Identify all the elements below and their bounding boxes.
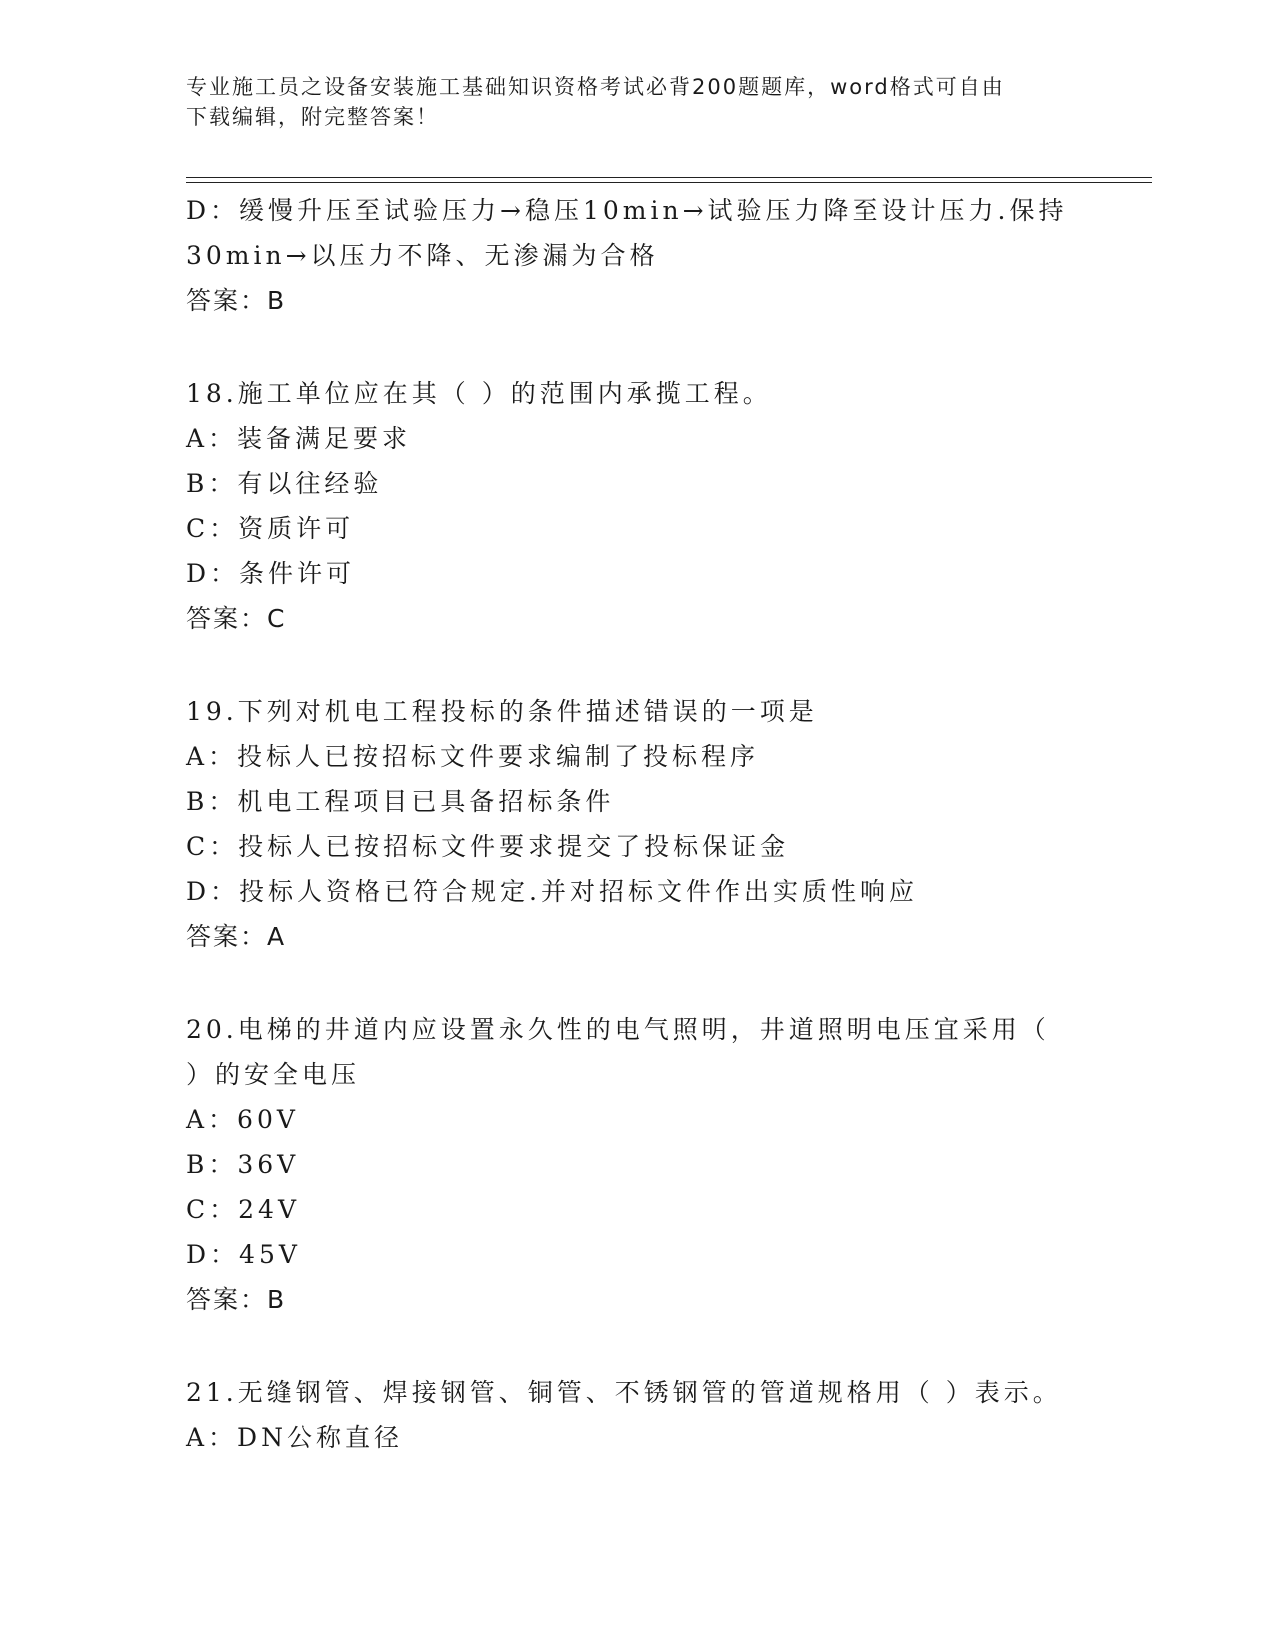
header-divider-bottom (186, 182, 1152, 183)
option-d: D：投标人资格已符合规定.并对招标文件作出实质性响应 (186, 877, 918, 906)
question-20 (186, 1007, 1086, 1322)
question-stem: 18.施工单位应在其（ ）的范围内承揽工程。 (186, 379, 772, 408)
option-c: C：资质许可 (186, 514, 355, 543)
answer-line: 答案：C (186, 604, 287, 633)
option-a: A：投标人已按招标文件要求编制了投标程序 (186, 742, 760, 771)
answer-line: 答案：A (186, 922, 287, 951)
option-d: D：45V (186, 1240, 301, 1269)
answer-line: 答案：B (186, 286, 287, 315)
option-b: B：有以往经验 (186, 469, 383, 498)
option-c: C：24V (186, 1195, 300, 1224)
header-line-1: 专业施工员之设备安装施工基础知识资格考试必背200题题库，word格式可自由 (186, 75, 1005, 99)
question-19 (186, 689, 1086, 959)
option-b: B：机电工程项目已具备招标条件 (186, 787, 615, 816)
question-21 (186, 1370, 1086, 1460)
question-stem: 19.下列对机电工程投标的条件描述错误的一项是 (186, 697, 818, 726)
header-line-2: 下载编辑，附完整答案！ (186, 105, 439, 129)
option-line: 30min→以压力不降、无渗漏为合格 (186, 241, 659, 270)
option-b: B：36V (186, 1150, 300, 1179)
option-line: D：缓慢升压至试验压力→稳压10min→试验压力降至设计压力.保持 (186, 196, 1068, 225)
option-a: A：DN公称直径 (186, 1423, 403, 1452)
question-continuation (186, 188, 1086, 323)
document-body (186, 188, 1086, 1460)
header-divider-top (186, 177, 1152, 178)
question-stem: 21.无缝钢管、焊接钢管、铜管、不锈钢管的管道规格用（ ）表示。 (186, 1378, 1062, 1407)
question-18 (186, 371, 1086, 641)
option-d: D：条件许可 (186, 559, 356, 588)
document-header (186, 72, 1086, 132)
option-a: A：60V (186, 1105, 299, 1134)
answer-line: 答案：B (186, 1285, 287, 1314)
question-stem: 20.电梯的井道内应设置永久性的电气照明，井道照明电压宜采用（ (186, 1015, 1050, 1044)
option-c: C：投标人已按招标文件要求提交了投标保证金 (186, 832, 790, 861)
option-a: A：装备满足要求 (186, 424, 412, 453)
question-stem-continued: ）的安全电压 (186, 1060, 361, 1089)
